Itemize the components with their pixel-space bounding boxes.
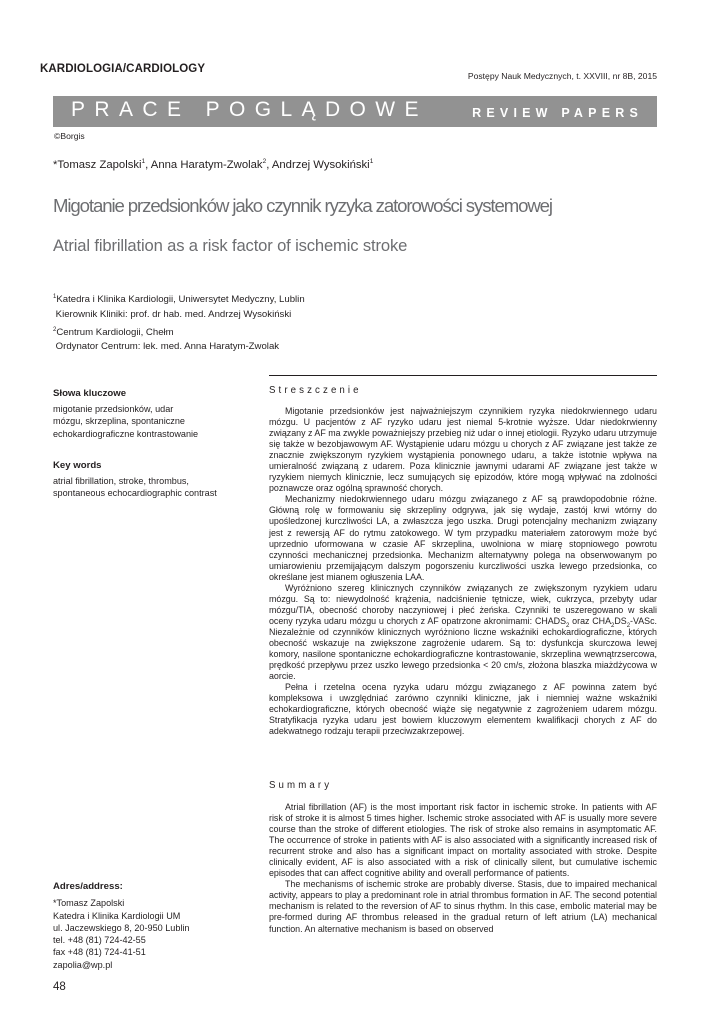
affiliation-line: Ordynator Centrum: lek. med. Anna Haratym-Zwolak [55, 341, 280, 353]
keywords-pl-heading: Słowa kluczowe [53, 388, 127, 399]
author-2-affil: 2 [262, 158, 267, 165]
article-title-en: Atrial fibrillation as a risk factor of ischemic stroke [53, 236, 408, 255]
paragraph: Migotanie przedsionków jest najważniejszym czynnikiem ryzyka niedokrwiennego udaru mózgu. U pacjentów z AF ryzyko udaru jest niemal 5-krotnie wyższe. Udar niedokrwienny związany z AF ma zwykle poważniejszy przebieg niż udar o innej etiologii. Ryzyko udaru utrzymuje się także w bezobjawowym AF. Wystąpienie udaru mózgu u chorych z AF związane jest także ze znacznie zwiększonym ryzykiem wystąpienia ponownego udaru, a także istotnie wpływa na umieralność związaną z udarem. Poza klinicznie jawnymi udarami AF związane jest także w ryzykiem niemych klinicznie, lecz sumujących się epizodów, które mogą wpływać na zdolności poznawcze oraz ogólną sprawność chorych. [269, 406, 657, 494]
keywords-en [53, 460, 217, 500]
author-2: , Anna Haratym-Zwolak [145, 158, 263, 171]
paragraph: Atrial fibrillation (AF) is the most important risk factor in ischemic stroke. In patients with AF risk of stroke it is almost 5 times higher. Ischemic stroke associated with AF is usually more severe course than the stroke of different etiologies. The risk of stroke also remains in asymptomatic AF. The occurrence of stroke in patients with AF is also associated with a significantly increased risk of recurrent stroke and also has a significant impact on mortality associated with stroke. Despite clinically evident, AF is also associated with a risk of clinically silent, but cumulative ischemic episodes that can affect cognitive ability and overall performance of patients. [269, 802, 657, 879]
author-1: *Tomasz Zapolski [53, 158, 142, 171]
summary-body [269, 802, 657, 935]
address-heading: Adres/address: [53, 881, 123, 892]
summary-heading: Summary [269, 780, 333, 791]
banner-title-pl: PRACE POGLĄDOWE [71, 98, 428, 121]
affiliation-number: 1 [53, 294, 57, 300]
article-type-banner [53, 96, 657, 127]
author-list [53, 158, 373, 171]
journal-reference: Postępy Nauk Medycznych, t. XXVIII, nr 8B, 2015 [467, 71, 657, 81]
author-3-affil: 1 [369, 158, 374, 165]
affiliation-line: $^1$Katedra i Klinika Kardiologii, Uniwersytet Medyczny, Lublin [53, 294, 305, 306]
address-line: Katedra i Klinika Kardiologii UM [53, 910, 181, 921]
paragraph: The mechanisms of ischemic stroke are probably diverse. Stasis, due to impaired mechanical activity, appears to play a predominant role in atrial thrombus formation in AF. The second potential mechanism is related to the reversion of AF to sinus rhythm. In this case, embolic material may be pre-formed during AF thrombus released in the gradual return of left atrium (LA) mechanical function. An alternative mechanism is based on observed [269, 879, 657, 934]
keywords-en-heading: Key words [53, 460, 102, 471]
address-line: tel. +48 (81) 724-42-55 [53, 935, 146, 946]
affiliation-line: Kierownik Kliniki: prof. dr hab. med. Andrzej Wysokiński [55, 308, 292, 320]
author-3: , Andrzej Wysokiński [266, 158, 370, 171]
affiliation-number: 2 [53, 326, 57, 333]
abstract-top-rule [269, 375, 657, 376]
keywords-pl [53, 388, 198, 440]
article-title-pl: Migotanie przedsionków jako czynnik ryzyka zatorowości systemowej [53, 195, 552, 216]
author-1-affil: 1 [141, 158, 146, 165]
paragraph: Pełna i rzetelna ocena ryzyka udaru mózgu związanego z AF powinna zatem być kompleksowa i uwzględniać zarówno czynniki kliniczne, jak i niemniej ważne wskaźniki echokardiograficzne, których obecność wiąże się negatywnie z zagrożeniem udarem mózgu. Stratyfikacja ryzyka udaru jest bowiem kluczowym elementem kwalifikacji chorych z AF do adekwatnego rodzaju terapii przeciwzakrzepowej. [269, 682, 657, 737]
section-label: KARDIOLOGIA/CARDIOLOGY [40, 63, 206, 75]
copyright: ©Borgis [54, 131, 85, 141]
streszczenie-heading: Streszczenie [269, 385, 362, 396]
keywords-pl-text: migotanie przedsionków, udar mózgu, skrzeplina, spontaniczne echokardiograficzne kontrastowanie [53, 404, 199, 439]
paragraph: Mechanizmy niedokrwiennego udaru mózgu związanego z AF są prawdopodobnie różne. Główną rolę w formowaniu się skrzepliny odgrywa, jak się wydaje, zastój krwi wtórny do upośledzonej kurczliwości LA, a zwłaszcza jego uszka. Drugi potencjalny mechanizm związany jest z rewersją AF do rytmu zatokowego. W tym przypadku materiałem zatorowym może być uprzednio uformowana w czasie AF skrzeplina, uwolniona w miarę stopniowego powrotu czynności mechanicznej przedsionka. Mechanizm alternatywny polega na obserwowanym po umiarowieniu przemijającym dalszym pogorszeniu kurczliwości uszka lewego przedsionka, co określane jest mianem ogłuszenia LAA. [269, 494, 657, 582]
affiliations [53, 290, 383, 355]
address-line: fax +48 (81) 724-41-51 [53, 947, 146, 958]
address-line: *Tomasz Zapolski [53, 898, 125, 909]
page-number: 48 [53, 981, 66, 993]
address-email: zapolia@wp.pl [53, 959, 113, 970]
paragraph: Wyróżniono szereg klinicznych czynników związanych ze zwiększonym ryzykiem udaru mózgu. Są to: niewydolność krążenia, nadciśnienie tętnicze, wiek, cukrzyca, przebyty udar mózgu/TIA, obecność choroby naczyniowej i płeć żeńska. Czynniki te uszeregowano w skali oceny ryzyka udaru mózgu u chorych z AF opatrzone akronimami: $CHADS_2$ oraz $CHA_2DS_2$-VASc. Niezależnie od czynników klinicznych wyróżniono liczne wskaźniki echokardiograficzne, których obecność wskazuje na zwiększone zagrożenie udarem. Są to: dysfunkcja skurczowa lewej komory, nasilone spontaniczne echokardiograficzne kontrastowanie, skrzeplina wewnątrzsercowa, prędkość przepływu przez uszko lewego przedsionka < 20 cm/s, złożona blaszka miażdżycowa w aorcie. [269, 582, 657, 682]
streszczenie-body [269, 406, 657, 737]
keywords-en-text: atrial fibrillation, stroke, thrombus, spontaneous echocardiographic contrast [53, 476, 217, 499]
address-line: ul. Jaczewskiego 8, 20-950 Lublin [53, 922, 190, 933]
correspondence-address [53, 881, 190, 971]
affiliation-line: $^2$Centrum Kardiologii, Chełm [53, 326, 174, 338]
banner-title-en: REVIEW PAPERS [472, 106, 643, 120]
